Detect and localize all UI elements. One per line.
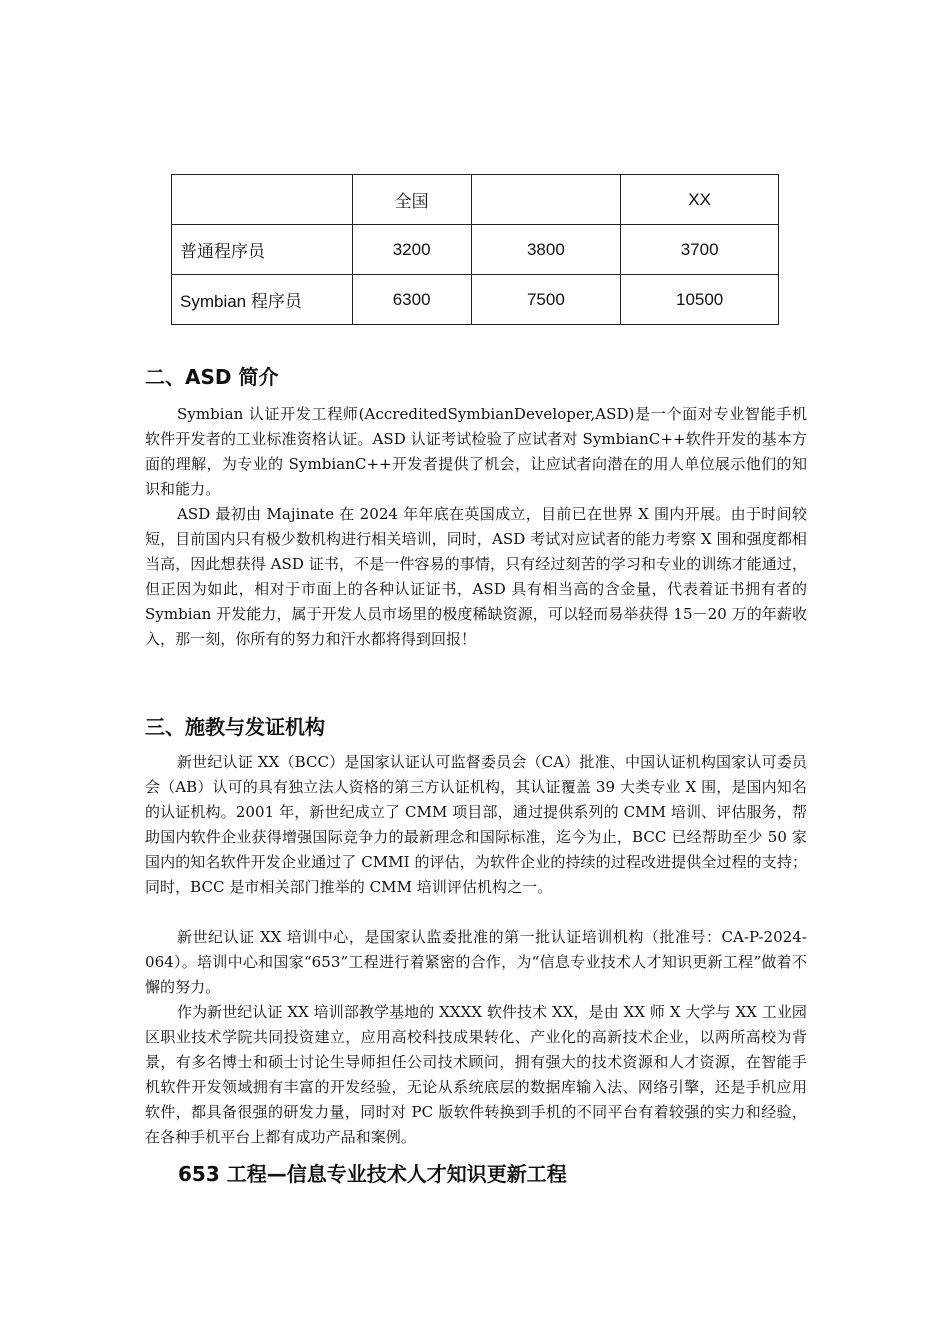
salary-table [171, 174, 779, 325]
cert-paragraph-3: 作为新世纪认证 XX 培训部教学基地的 XXXX 软件技术 XX，是由 XX 师 X 大学与 XX 工业园区职业技术学院共同投资建立，应用高校科技成果转化、产业化的高新技术企业，以两所高校为背景，有多名博士和硕士讨论生导师担任公司技术顾问，拥有强大的技术资源和人才资源，在智能手机软件开发领域拥有丰富的开发经验，无论从系统底层的数据库输入法、网络引擎，还是手机应用软件，都具备很强的研发力量，同时对 PC 版软件转换到手机的不同平台有着较强的实力和经验，在各种手机平台上都有成功产品和案例。 [145, 1003, 807, 1146]
table-row-label: 普通程序员 [172, 225, 353, 275]
section-heading-asd: 二、ASD 简介 [145, 365, 279, 389]
section-heading-cert: 三、施教与发证机构 [145, 715, 325, 739]
table-cell: 10500 [621, 275, 779, 325]
table-cell: 6300 [352, 275, 471, 325]
table-cell: 7500 [471, 275, 621, 325]
table-row [172, 275, 779, 325]
table-cell [172, 175, 353, 225]
table-cell: 3700 [621, 225, 779, 275]
table-row-label: Symbian 程序员 [172, 275, 353, 325]
table-cell: 3200 [352, 225, 471, 275]
table-header-cell: 全国 [352, 175, 471, 225]
table-cell: 3800 [471, 225, 621, 275]
table-header-row [172, 175, 779, 225]
asd-paragraph-2: ASD 最初由 Majinate 在 2024 年年底在英国成立，目前已在世界 X 围内开展。由于时间较短，目前国内只有极少数机构进行相关培训，同时，ASD 考试对应试者的能力考察 X 围和强度都相当高，因此想获得 ASD 证书，不是一件容易的事情，只有经过刻苦的学习和专业的训练才能通过，但正因为如此，相对于市面上的各种认证证书，ASD 具有相当高的含金量，代表着证书拥有者的 Symbian 开发能力，属于开发人员市场里的极度稀缺资源，可以轻而易举获得 15－20 万的年薪收入，那一刻，你所有的努力和汗水都将得到回报！ [145, 505, 807, 648]
asd-paragraph-1: Symbian 认证开发工程师(AccreditedSymbianDeveloper,ASD)是一个面对专业智能手机软件开发者的工业标准资格认证。ASD 认证考试检验了应试者对 SymbianC++软件开发的基本方面的理解，为专业的 SymbianC++开发者提供了机会，让应试者向潜在的用人单位展示他们的知识和能力。 [145, 405, 807, 498]
table-header-cell: XX [621, 175, 779, 225]
table-row [172, 225, 779, 275]
cert-paragraph-2: 新世纪认证 XX 培训中心，是国家认监委批准的第一批认证培训机构（批准号：CA-P-2024-064）。培训中心和国家“653”工程进行着紧密的合作，为“信息专业技术人才知识更新工程”做着不懈的努力。 [145, 928, 807, 996]
subsection-heading-653: 653 工程—信息专业技术人才知识更新工程 [178, 1162, 567, 1186]
table-cell [471, 175, 621, 225]
cert-paragraph-1: 新世纪认证 XX（BCC）是国家认证认可监督委员会（CA）批准、中国认证机构国家认可委员会（AB）认可的具有独立法人资格的第三方认证机构，其认证覆盖 39 大类专业 X 围，是国内知名的认证机构。2001 年，新世纪成立了 CMM 项目部，通过提供系列的 CMM 培训、评估服务，帮助国内软件企业获得增强国际竞争力的最新理念和国际标准，迄今为止，BCC 已经帮助至少 50 家国内的知名软件开发企业通过了 CMMI 的评估，为软件企业的持续的过程改进提供全过程的支持；同时，BCC 是市相关部门推举的 CMM 培训评估机构之一。 [145, 753, 807, 896]
